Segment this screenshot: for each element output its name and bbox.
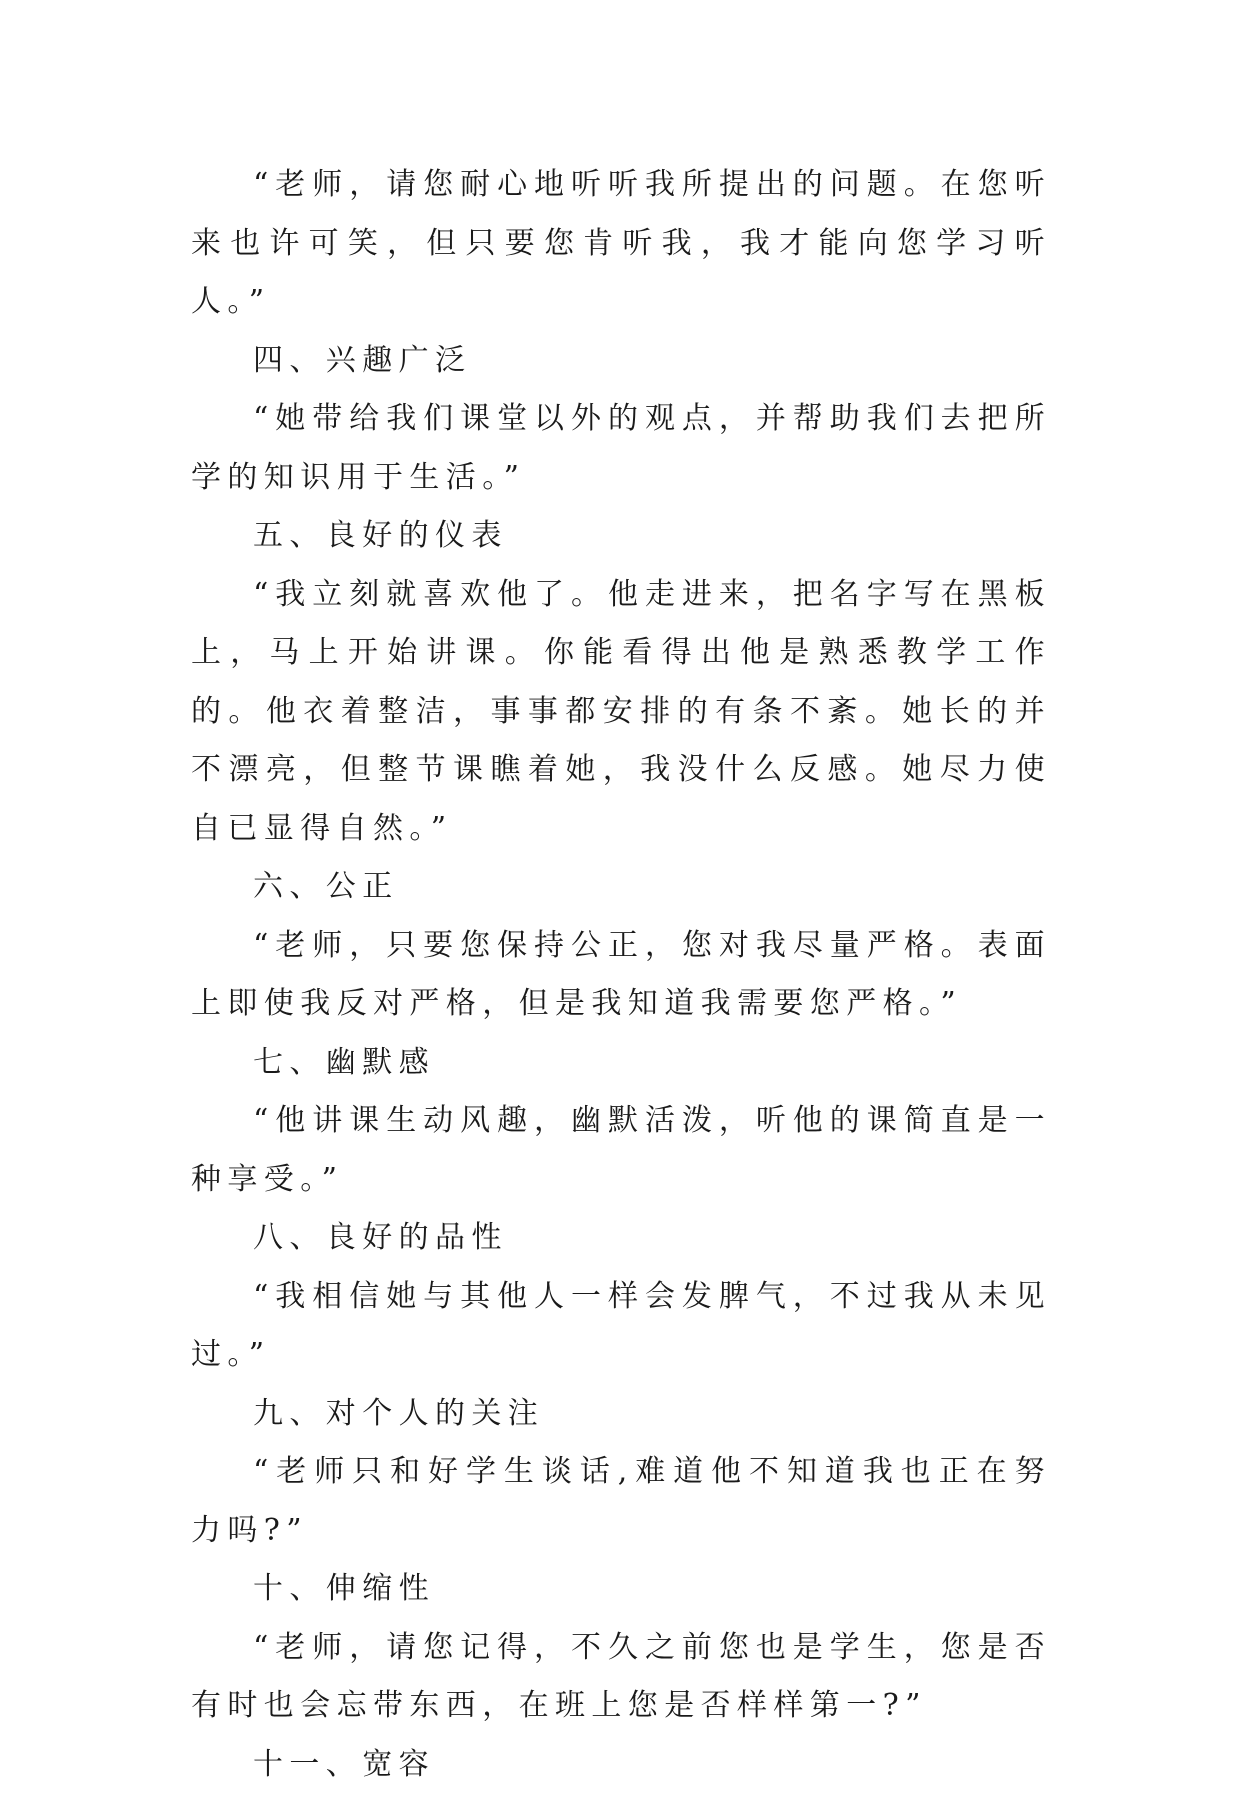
section-heading: 六、公正 [191, 858, 1051, 917]
quote-paragraph: “他讲课生动风趣，幽默活泼，听他的课简直是一种享受。” [191, 1092, 1051, 1209]
quote-paragraph: “老师只和好学生谈话,难道他不知道我也正在努力吗?” [191, 1443, 1051, 1560]
section-heading: 十一、宽容 [191, 1736, 1051, 1794]
quote-paragraph: “老师，只要您保持公正，您对我尽量严格。表面上即使我反对严格，但是我知道我需要您严格。” [191, 917, 1051, 1034]
quote-paragraph: “她带给我们课堂以外的观点，并帮助我们去把所学的知识用于生活。” [191, 390, 1051, 507]
quote-paragraph: “我立刻就喜欢他了。他走进来，把名字写在黑板上，马上开始讲课。你能看得出他是熟悉教学工作的。他衣着整洁，事事都安排的有条不紊。她长的并不漂亮，但整节课瞧着她，我没什么反感。她尽力使自已显得自然。” [191, 566, 1051, 859]
document-body [191, 156, 1051, 1794]
section-heading: 七、幽默感 [191, 1034, 1051, 1093]
section-heading: 八、良好的品性 [191, 1209, 1051, 1268]
quote-paragraph: “我相信她与其他人一样会发脾气，不过我从未见过。” [191, 1268, 1051, 1385]
quote-paragraph: “老师，请您记得，不久之前您也是学生，您是否有时也会忘带东西，在班上您是否样样第一?” [191, 1619, 1051, 1736]
quote-paragraph: “老师，请您耐心地听听我所提出的问题。在您听来也许可笑，但只要您肯听我，我才能向您学习听人。” [191, 156, 1051, 332]
section-heading: 十、伸缩性 [191, 1560, 1051, 1619]
section-heading: 九、对个人的关注 [191, 1385, 1051, 1444]
section-heading: 四、兴趣广泛 [191, 332, 1051, 391]
section-heading: 五、良好的仪表 [191, 507, 1051, 566]
